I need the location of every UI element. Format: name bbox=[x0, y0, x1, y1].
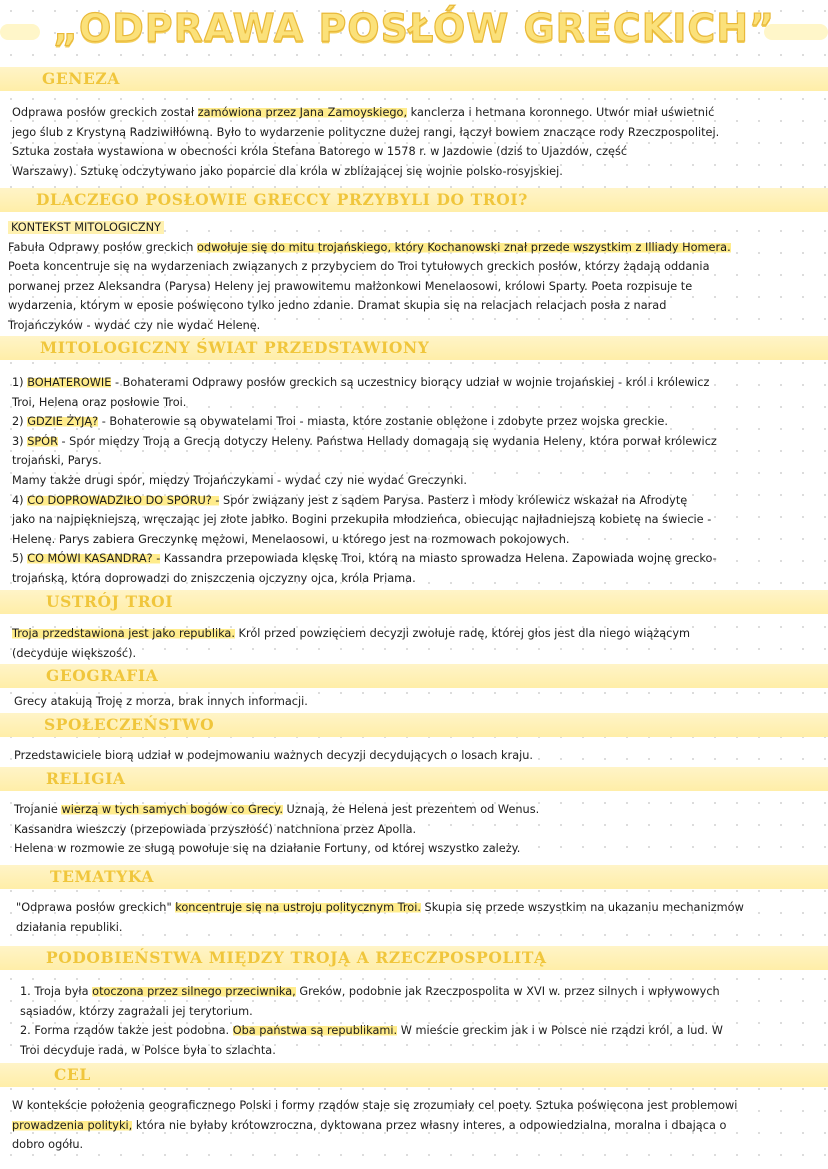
list-item: 1) BOHATEROWIE - Bohaterami Odprawy posłów greckich są uczestnicy biorący udział w wojnie trojańskiej - król i królewicz bbox=[12, 376, 710, 389]
text-line: Przedstawiciele biorą udział w podejmowaniu ważnych decyzji decydujących o losach kraju. bbox=[14, 749, 534, 762]
podobienstwa-text bbox=[20, 982, 826, 1060]
text-line: Fabuła Odprawy posłów greckich odwołuje się do mitu trojańskiego, który Kochanowski znał przede wszystkim z Illiady Homera. bbox=[8, 240, 731, 254]
section-header-geneza bbox=[0, 67, 828, 91]
page-title: „ODPRAWA POSŁÓW GRECKICH” bbox=[52, 6, 776, 50]
text-line: wydarzenia, którym w eposie poświęcono tylko jedno zdanie. Dramat skupia się na relacjach relacjach posła z narad bbox=[8, 299, 667, 313]
subheading-kontekst: KONTEKST MITOLOGICZNY bbox=[8, 221, 164, 234]
heading-spoleczenstwo: SPOŁECZEŃSTWO bbox=[44, 715, 215, 734]
list-item: 3) SPÓR - Spór między Troją a Grecją dotyczy Heleny. Państwa Hellady domagają się wydania Heleny, która porwał królewicz bbox=[12, 434, 717, 448]
text-line: trojańską, która doprowadzi do zniszczenia ojczyzny ojca, króla Priama. bbox=[12, 571, 416, 585]
heading-dlaczego: DLACZEGO POSŁOWIE GRECCY PRZYBYLI DO TROI? bbox=[36, 190, 528, 209]
heading-religia: RELIGIA bbox=[46, 769, 126, 788]
text-line: Grecy atakują Troję z morza, brak innych informacji. bbox=[14, 695, 308, 708]
tematyka-text bbox=[16, 898, 822, 937]
text-line: Helena w rozmowie ze sługą powołuje się na działanie Fortuny, od której wszystko zależy. bbox=[14, 842, 521, 856]
section-header-dlaczego bbox=[0, 188, 828, 212]
highlight: zamówiona przez Jana Zamoyskiego, bbox=[197, 106, 408, 119]
text-line: Warszawy). Sztukę odczytywano jako poparcie dla króla w zbliżającej się wojnie polsko-rosyjskiej. bbox=[12, 164, 563, 178]
highlight: CO MÓWI KASANDRA? - bbox=[27, 552, 161, 566]
heading-cel: CEL bbox=[54, 1065, 91, 1084]
text-line: trojański, Parys. bbox=[12, 454, 102, 468]
text-line: Mamy także drugi spór, między Trojańczykami - wydać czy nie wydać Greczynki. bbox=[12, 473, 467, 487]
geografia-text bbox=[14, 692, 820, 712]
geneza-text bbox=[12, 103, 818, 181]
text-line: sąsiadów, którzy zagrażali jej terytorium. bbox=[20, 1004, 253, 1018]
section-header-geografia bbox=[0, 664, 828, 688]
highlight: CO DOPROWADZIŁO DO SPORU? - bbox=[27, 493, 220, 507]
text-line: W kontekście położenia geograficznego Polski i formy rządów staje się zrozumiały cel poety. Sztuka poświęcona jest problemowi bbox=[12, 1099, 738, 1112]
highlight: otoczona przez silnego przeciwnika, bbox=[92, 985, 296, 998]
section-header-spoleczenstwo bbox=[0, 713, 828, 737]
heading-podobienstwa: PODOBIEŃSTWA MIĘDZY TROJĄ A RZECZPOSPOLITĄ bbox=[46, 948, 547, 967]
dlaczego-text bbox=[8, 218, 814, 336]
text-line: Poeta koncentruje się na wydarzeniach związanych z przybyciem do Troi tytułowych greckich posłów, którzy żądają oddania bbox=[8, 260, 710, 274]
religia-text bbox=[14, 800, 820, 859]
text-line: Odprawa posłów greckich został zamówiona przez Jana Zamoyskiego, kanclerza i hetmana koronnego. Utwór miał uświetnić bbox=[12, 106, 715, 119]
text-line: (decyduje większość). bbox=[12, 646, 137, 660]
text-line: jego ślub z Krystyną Radziwiłłówną. Było to wydarzenie polityczne dużej rangi, łączył bowiem znaczące rody Rzeczpospolitej. bbox=[12, 125, 720, 139]
text-line: Trojańczyków - wydać czy nie wydać Helenę. bbox=[8, 318, 261, 332]
ustroj-text bbox=[12, 624, 818, 663]
text-line: prowadzenia polityki, która nie byłaby krótowzroczna, dyktowana przez własny interes, a odpowiedzialna, moralna i dbająca o bbox=[12, 1118, 727, 1132]
text-line: Troi, Helena oraz posłowie Troi. bbox=[12, 395, 187, 409]
highlight: SPÓR bbox=[27, 434, 58, 448]
swiat-text bbox=[12, 373, 818, 589]
highlight: odwołuje się do mitu trojańskiego, który Kochanowski znał przede wszystkim z Illiady Homera. bbox=[197, 240, 731, 254]
section-header-ustroj bbox=[0, 590, 828, 614]
section-header-religia bbox=[0, 767, 828, 791]
text-line: dobro ogółu. bbox=[12, 1138, 84, 1152]
text-line: Trojanie wierzą w tych samych bogów co Grecy. Uznają, że Helena jest prezentem od Wenus. bbox=[14, 803, 540, 816]
cel-text bbox=[12, 1096, 818, 1155]
highlight: GDZIE ŻYJĄ? bbox=[27, 415, 99, 429]
list-item: 2) GDZIE ŻYJĄ? - Bohaterowie są obywatelami Troi - miasta, które zostanie oblężone i zdobyte przez wojska greckie. bbox=[12, 415, 668, 429]
text-line: 2. Forma rządów także jest podobna. Oba państwa są republikami. W mieście greckim jak i w Polsce nie rządzi król, a lud. W bbox=[20, 1024, 723, 1038]
text-line: jako na najpiękniejszą, wręczając jej złote jabłko. Bogini przekupiła młodzieńca, obiecując najładniejszą kobietę na świecie - bbox=[12, 513, 712, 527]
highlight: prowadzenia polityki, bbox=[12, 1118, 133, 1132]
heading-ustroj: USTRÓJ TROI bbox=[46, 592, 174, 611]
section-header-cel bbox=[0, 1063, 828, 1087]
text-line bbox=[8, 218, 814, 238]
spoleczenstwo-text bbox=[14, 746, 820, 766]
list-item: 4) CO DOPROWADZIŁO DO SPORU? - Spór związany jest z sądem Parysa. Pasterz i młody królewicz wskazał na Afrodytę bbox=[12, 493, 688, 507]
heading-tematyka: TEMATYKA bbox=[50, 867, 154, 886]
heading-swiat: MITOLOGICZNY ŚWIAT PRZEDSTAWIONY bbox=[40, 338, 430, 357]
text-line: porwanej przez Aleksandra (Parysa) Heleny jej prawowitemu małżonkowi Menelaosowi, królowi Sparty. Poeta rozpisuje te bbox=[8, 279, 693, 293]
list-item: 5) CO MÓWI KASANDRA? - Kassandra przepowiada klęskę Troi, którą na miasto sprowadza Helena. Zapowiada wojnę grecko- bbox=[12, 552, 717, 566]
text-line: Helenę. Parys zabiera Greczynkę mężowi, Menelaosowi, u którego jest na rozmowach pokojowych. bbox=[12, 532, 570, 546]
text-line: Sztuka została wystawiona w obecności króla Stefana Batorego w 1578 r. w Jazdowie (dziś to Ujazdów, część bbox=[12, 145, 628, 159]
section-header-swiat bbox=[0, 336, 828, 360]
highlight: Oba państwa są republikami. bbox=[232, 1024, 398, 1038]
highlight: Troja przedstawiona jest jako republika. bbox=[12, 627, 235, 640]
text-line: "Odprawa posłów greckich" koncentruje się na ustroju politycznym Troi. Skupia się przede wszystkim na ukazaniu mechanizmów bbox=[16, 901, 744, 914]
highlight: BOHATEROWIE bbox=[27, 376, 112, 389]
text-line: Troi decyduje rada, w Polsce była to szlachta. bbox=[20, 1043, 276, 1057]
highlight: wierzą w tych samych bogów co Grecy. bbox=[61, 803, 283, 816]
heading-geneza: GENEZA bbox=[42, 69, 120, 88]
section-header-tematyka bbox=[0, 865, 828, 889]
highlight: koncentruje się na ustroju politycznym Troi. bbox=[175, 901, 421, 914]
text-line: 1. Troja była otoczona przez silnego przeciwnika, Greków, podobnie jak Rzeczpospolita w XVI w. przez silnych i wpływowych bbox=[20, 985, 720, 998]
text-line: Kassandra wieszczy (przepowiada przyszłość) natchniona przez Apolla. bbox=[14, 822, 417, 836]
section-header-podobienstwa bbox=[0, 946, 828, 970]
text-line: działania republiki. bbox=[16, 920, 123, 934]
heading-geografia: GEOGRAFIA bbox=[46, 666, 159, 685]
text-line: Troja przedstawiona jest jako republika. Król przed powzięciem decyzji zwołuje radę, której głos jest dla niego wiążącym bbox=[12, 627, 691, 640]
